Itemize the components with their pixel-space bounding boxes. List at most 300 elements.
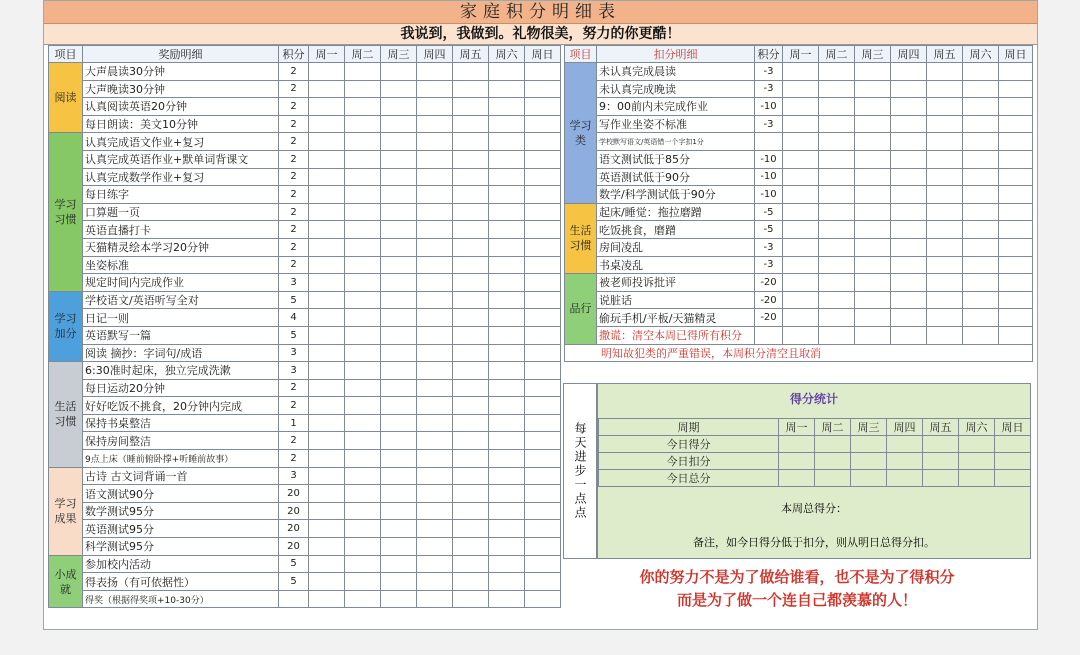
penalty-day-cell[interactable] bbox=[891, 98, 927, 116]
reward-day-cell[interactable] bbox=[309, 379, 345, 397]
penalty-day-cell[interactable] bbox=[819, 63, 855, 81]
reward-day-cell[interactable] bbox=[453, 362, 489, 380]
reward-day-cell[interactable] bbox=[381, 256, 417, 274]
reward-day-cell[interactable] bbox=[525, 432, 561, 450]
penalty-day-cell[interactable] bbox=[819, 98, 855, 116]
reward-day-cell[interactable] bbox=[489, 150, 525, 168]
reward-day-cell[interactable] bbox=[525, 326, 561, 344]
reward-day-cell[interactable] bbox=[525, 520, 561, 538]
reward-day-cell[interactable] bbox=[453, 467, 489, 485]
reward-day-cell[interactable] bbox=[489, 555, 525, 573]
reward-day-cell[interactable] bbox=[417, 397, 453, 415]
penalty-day-cell[interactable] bbox=[783, 115, 819, 133]
penalty-day-cell[interactable] bbox=[783, 309, 819, 327]
reward-day-cell[interactable] bbox=[417, 414, 453, 432]
penalty-day-cell[interactable] bbox=[999, 133, 1033, 151]
reward-day-cell[interactable] bbox=[453, 485, 489, 503]
reward-day-cell[interactable] bbox=[309, 150, 345, 168]
reward-day-cell[interactable] bbox=[417, 238, 453, 256]
reward-day-cell[interactable] bbox=[525, 309, 561, 327]
penalty-day-cell[interactable] bbox=[783, 203, 819, 221]
reward-day-cell[interactable] bbox=[309, 168, 345, 186]
reward-day-cell[interactable] bbox=[417, 115, 453, 133]
reward-day-cell[interactable] bbox=[525, 414, 561, 432]
reward-day-cell[interactable] bbox=[525, 256, 561, 274]
reward-day-cell[interactable] bbox=[345, 432, 381, 450]
reward-day-cell[interactable] bbox=[309, 397, 345, 415]
reward-day-cell[interactable] bbox=[417, 150, 453, 168]
reward-day-cell[interactable] bbox=[489, 309, 525, 327]
penalty-day-cell[interactable] bbox=[819, 291, 855, 309]
reward-day-cell[interactable] bbox=[417, 432, 453, 450]
reward-day-cell[interactable] bbox=[489, 362, 525, 380]
reward-day-cell[interactable] bbox=[309, 186, 345, 204]
penalty-day-cell[interactable] bbox=[963, 326, 999, 344]
penalty-day-cell[interactable] bbox=[855, 115, 891, 133]
reward-day-cell[interactable] bbox=[453, 432, 489, 450]
reward-day-cell[interactable] bbox=[525, 555, 561, 573]
reward-day-cell[interactable] bbox=[345, 520, 381, 538]
penalty-day-cell[interactable] bbox=[891, 63, 927, 81]
reward-day-cell[interactable] bbox=[489, 115, 525, 133]
reward-day-cell[interactable] bbox=[381, 238, 417, 256]
penalty-day-cell[interactable] bbox=[783, 221, 819, 239]
stats-day-cell[interactable] bbox=[851, 470, 887, 487]
reward-day-cell[interactable] bbox=[417, 168, 453, 186]
reward-day-cell[interactable] bbox=[309, 573, 345, 591]
penalty-day-cell[interactable] bbox=[855, 291, 891, 309]
reward-day-cell[interactable] bbox=[525, 467, 561, 485]
reward-day-cell[interactable] bbox=[489, 450, 525, 468]
reward-day-cell[interactable] bbox=[309, 362, 345, 380]
reward-day-cell[interactable] bbox=[489, 520, 525, 538]
reward-day-cell[interactable] bbox=[345, 256, 381, 274]
reward-day-cell[interactable] bbox=[381, 414, 417, 432]
penalty-day-cell[interactable] bbox=[999, 63, 1033, 81]
reward-day-cell[interactable] bbox=[345, 555, 381, 573]
reward-day-cell[interactable] bbox=[417, 274, 453, 292]
penalty-day-cell[interactable] bbox=[927, 203, 963, 221]
reward-day-cell[interactable] bbox=[453, 256, 489, 274]
reward-day-cell[interactable] bbox=[489, 256, 525, 274]
penalty-day-cell[interactable] bbox=[999, 186, 1033, 204]
reward-day-cell[interactable] bbox=[525, 238, 561, 256]
reward-day-cell[interactable] bbox=[309, 432, 345, 450]
penalty-day-cell[interactable] bbox=[963, 203, 999, 221]
reward-day-cell[interactable] bbox=[525, 485, 561, 503]
reward-day-cell[interactable] bbox=[417, 63, 453, 81]
penalty-day-cell[interactable] bbox=[855, 309, 891, 327]
reward-day-cell[interactable] bbox=[309, 309, 345, 327]
penalty-day-cell[interactable] bbox=[963, 256, 999, 274]
reward-day-cell[interactable] bbox=[525, 63, 561, 81]
stats-day-cell[interactable] bbox=[887, 436, 923, 453]
reward-day-cell[interactable] bbox=[345, 309, 381, 327]
penalty-day-cell[interactable] bbox=[927, 274, 963, 292]
reward-day-cell[interactable] bbox=[525, 538, 561, 556]
reward-day-cell[interactable] bbox=[345, 221, 381, 239]
penalty-day-cell[interactable] bbox=[963, 168, 999, 186]
reward-day-cell[interactable] bbox=[417, 80, 453, 98]
penalty-day-cell[interactable] bbox=[783, 63, 819, 81]
reward-day-cell[interactable] bbox=[417, 98, 453, 116]
stats-day-cell[interactable] bbox=[923, 453, 959, 470]
penalty-day-cell[interactable] bbox=[927, 221, 963, 239]
reward-day-cell[interactable] bbox=[525, 362, 561, 380]
penalty-day-cell[interactable] bbox=[891, 291, 927, 309]
penalty-day-cell[interactable] bbox=[855, 168, 891, 186]
penalty-day-cell[interactable] bbox=[927, 168, 963, 186]
penalty-day-cell[interactable] bbox=[999, 150, 1033, 168]
penalty-day-cell[interactable] bbox=[927, 150, 963, 168]
reward-day-cell[interactable] bbox=[525, 150, 561, 168]
reward-day-cell[interactable] bbox=[525, 274, 561, 292]
reward-day-cell[interactable] bbox=[489, 538, 525, 556]
reward-day-cell[interactable] bbox=[453, 502, 489, 520]
reward-day-cell[interactable] bbox=[489, 203, 525, 221]
reward-day-cell[interactable] bbox=[381, 344, 417, 362]
reward-day-cell[interactable] bbox=[309, 203, 345, 221]
reward-day-cell[interactable] bbox=[489, 133, 525, 151]
reward-day-cell[interactable] bbox=[489, 590, 525, 608]
penalty-day-cell[interactable] bbox=[963, 274, 999, 292]
penalty-day-cell[interactable] bbox=[783, 168, 819, 186]
reward-day-cell[interactable] bbox=[381, 63, 417, 81]
penalty-day-cell[interactable] bbox=[927, 133, 963, 151]
reward-day-cell[interactable] bbox=[381, 362, 417, 380]
reward-day-cell[interactable] bbox=[309, 450, 345, 468]
reward-day-cell[interactable] bbox=[489, 274, 525, 292]
reward-day-cell[interactable] bbox=[309, 502, 345, 520]
reward-day-cell[interactable] bbox=[417, 485, 453, 503]
reward-day-cell[interactable] bbox=[453, 274, 489, 292]
penalty-day-cell[interactable] bbox=[819, 274, 855, 292]
penalty-day-cell[interactable] bbox=[999, 203, 1033, 221]
reward-day-cell[interactable] bbox=[417, 326, 453, 344]
reward-day-cell[interactable] bbox=[309, 485, 345, 503]
penalty-day-cell[interactable] bbox=[855, 150, 891, 168]
reward-day-cell[interactable] bbox=[381, 485, 417, 503]
reward-day-cell[interactable] bbox=[417, 133, 453, 151]
reward-day-cell[interactable] bbox=[489, 379, 525, 397]
reward-day-cell[interactable] bbox=[309, 467, 345, 485]
penalty-day-cell[interactable] bbox=[999, 98, 1033, 116]
reward-day-cell[interactable] bbox=[453, 344, 489, 362]
reward-day-cell[interactable] bbox=[309, 133, 345, 151]
penalty-day-cell[interactable] bbox=[927, 238, 963, 256]
stats-day-cell[interactable] bbox=[887, 470, 923, 487]
reward-day-cell[interactable] bbox=[345, 362, 381, 380]
penalty-day-cell[interactable] bbox=[783, 326, 819, 344]
reward-day-cell[interactable] bbox=[525, 80, 561, 98]
reward-day-cell[interactable] bbox=[417, 450, 453, 468]
reward-day-cell[interactable] bbox=[345, 291, 381, 309]
reward-day-cell[interactable] bbox=[525, 291, 561, 309]
reward-day-cell[interactable] bbox=[525, 203, 561, 221]
reward-day-cell[interactable] bbox=[417, 555, 453, 573]
reward-day-cell[interactable] bbox=[309, 63, 345, 81]
reward-day-cell[interactable] bbox=[453, 186, 489, 204]
reward-day-cell[interactable] bbox=[345, 590, 381, 608]
reward-day-cell[interactable] bbox=[453, 538, 489, 556]
penalty-day-cell[interactable] bbox=[963, 80, 999, 98]
reward-day-cell[interactable] bbox=[453, 133, 489, 151]
penalty-day-cell[interactable] bbox=[819, 221, 855, 239]
stats-day-cell[interactable] bbox=[959, 470, 995, 487]
stats-day-cell[interactable] bbox=[851, 436, 887, 453]
reward-day-cell[interactable] bbox=[453, 590, 489, 608]
reward-day-cell[interactable] bbox=[345, 186, 381, 204]
penalty-day-cell[interactable] bbox=[999, 80, 1033, 98]
penalty-day-cell[interactable] bbox=[855, 186, 891, 204]
reward-day-cell[interactable] bbox=[309, 538, 345, 556]
reward-day-cell[interactable] bbox=[525, 397, 561, 415]
reward-day-cell[interactable] bbox=[381, 309, 417, 327]
reward-day-cell[interactable] bbox=[309, 590, 345, 608]
stats-day-cell[interactable] bbox=[815, 453, 851, 470]
reward-day-cell[interactable] bbox=[489, 80, 525, 98]
reward-day-cell[interactable] bbox=[453, 555, 489, 573]
reward-day-cell[interactable] bbox=[345, 502, 381, 520]
reward-day-cell[interactable] bbox=[489, 485, 525, 503]
reward-day-cell[interactable] bbox=[453, 326, 489, 344]
reward-day-cell[interactable] bbox=[453, 450, 489, 468]
penalty-day-cell[interactable] bbox=[819, 238, 855, 256]
reward-day-cell[interactable] bbox=[417, 590, 453, 608]
penalty-day-cell[interactable] bbox=[963, 291, 999, 309]
reward-day-cell[interactable] bbox=[309, 414, 345, 432]
reward-day-cell[interactable] bbox=[309, 221, 345, 239]
reward-day-cell[interactable] bbox=[417, 186, 453, 204]
reward-day-cell[interactable] bbox=[489, 326, 525, 344]
penalty-day-cell[interactable] bbox=[999, 274, 1033, 292]
penalty-day-cell[interactable] bbox=[855, 256, 891, 274]
penalty-day-cell[interactable] bbox=[963, 63, 999, 81]
reward-day-cell[interactable] bbox=[417, 379, 453, 397]
reward-day-cell[interactable] bbox=[525, 221, 561, 239]
penalty-day-cell[interactable] bbox=[891, 186, 927, 204]
penalty-day-cell[interactable] bbox=[855, 203, 891, 221]
reward-day-cell[interactable] bbox=[345, 538, 381, 556]
penalty-day-cell[interactable] bbox=[999, 168, 1033, 186]
penalty-day-cell[interactable] bbox=[927, 291, 963, 309]
reward-day-cell[interactable] bbox=[417, 221, 453, 239]
reward-day-cell[interactable] bbox=[417, 203, 453, 221]
reward-day-cell[interactable] bbox=[345, 379, 381, 397]
stats-day-cell[interactable] bbox=[923, 470, 959, 487]
penalty-day-cell[interactable] bbox=[783, 150, 819, 168]
penalty-day-cell[interactable] bbox=[927, 326, 963, 344]
reward-day-cell[interactable] bbox=[381, 98, 417, 116]
stats-day-cell[interactable] bbox=[959, 436, 995, 453]
penalty-day-cell[interactable] bbox=[999, 326, 1033, 344]
stats-day-cell[interactable] bbox=[779, 470, 815, 487]
penalty-day-cell[interactable] bbox=[963, 115, 999, 133]
penalty-day-cell[interactable] bbox=[783, 80, 819, 98]
reward-day-cell[interactable] bbox=[345, 274, 381, 292]
reward-day-cell[interactable] bbox=[345, 115, 381, 133]
reward-day-cell[interactable] bbox=[345, 80, 381, 98]
stats-day-cell[interactable] bbox=[959, 453, 995, 470]
reward-day-cell[interactable] bbox=[489, 98, 525, 116]
reward-day-cell[interactable] bbox=[525, 573, 561, 591]
penalty-day-cell[interactable] bbox=[855, 326, 891, 344]
penalty-day-cell[interactable] bbox=[855, 63, 891, 81]
reward-day-cell[interactable] bbox=[417, 309, 453, 327]
reward-day-cell[interactable] bbox=[381, 150, 417, 168]
penalty-day-cell[interactable] bbox=[819, 150, 855, 168]
penalty-day-cell[interactable] bbox=[927, 80, 963, 98]
reward-day-cell[interactable] bbox=[345, 203, 381, 221]
penalty-day-cell[interactable] bbox=[999, 256, 1033, 274]
penalty-day-cell[interactable] bbox=[891, 238, 927, 256]
penalty-day-cell[interactable] bbox=[999, 291, 1033, 309]
reward-day-cell[interactable] bbox=[453, 221, 489, 239]
reward-day-cell[interactable] bbox=[345, 344, 381, 362]
penalty-day-cell[interactable] bbox=[927, 309, 963, 327]
reward-day-cell[interactable] bbox=[453, 98, 489, 116]
penalty-day-cell[interactable] bbox=[819, 203, 855, 221]
penalty-day-cell[interactable] bbox=[891, 221, 927, 239]
penalty-day-cell[interactable] bbox=[891, 309, 927, 327]
penalty-day-cell[interactable] bbox=[855, 80, 891, 98]
reward-day-cell[interactable] bbox=[489, 397, 525, 415]
stats-day-cell[interactable] bbox=[923, 436, 959, 453]
reward-day-cell[interactable] bbox=[489, 414, 525, 432]
stats-day-cell[interactable] bbox=[815, 470, 851, 487]
penalty-day-cell[interactable] bbox=[963, 150, 999, 168]
penalty-day-cell[interactable] bbox=[855, 221, 891, 239]
reward-day-cell[interactable] bbox=[345, 238, 381, 256]
reward-day-cell[interactable] bbox=[381, 467, 417, 485]
reward-day-cell[interactable] bbox=[345, 467, 381, 485]
reward-day-cell[interactable] bbox=[381, 520, 417, 538]
reward-day-cell[interactable] bbox=[345, 133, 381, 151]
penalty-day-cell[interactable] bbox=[963, 98, 999, 116]
reward-day-cell[interactable] bbox=[489, 502, 525, 520]
reward-day-cell[interactable] bbox=[309, 274, 345, 292]
reward-day-cell[interactable] bbox=[453, 168, 489, 186]
penalty-day-cell[interactable] bbox=[927, 63, 963, 81]
reward-day-cell[interactable] bbox=[453, 150, 489, 168]
reward-day-cell[interactable] bbox=[417, 520, 453, 538]
penalty-day-cell[interactable] bbox=[999, 309, 1033, 327]
penalty-day-cell[interactable] bbox=[855, 238, 891, 256]
reward-day-cell[interactable] bbox=[417, 502, 453, 520]
reward-day-cell[interactable] bbox=[525, 168, 561, 186]
penalty-day-cell[interactable] bbox=[783, 238, 819, 256]
reward-day-cell[interactable] bbox=[453, 80, 489, 98]
reward-day-cell[interactable] bbox=[417, 467, 453, 485]
reward-day-cell[interactable] bbox=[309, 520, 345, 538]
reward-day-cell[interactable] bbox=[345, 450, 381, 468]
penalty-day-cell[interactable] bbox=[819, 186, 855, 204]
reward-day-cell[interactable] bbox=[309, 238, 345, 256]
penalty-day-cell[interactable] bbox=[999, 238, 1033, 256]
penalty-day-cell[interactable] bbox=[963, 186, 999, 204]
penalty-day-cell[interactable] bbox=[927, 186, 963, 204]
reward-day-cell[interactable] bbox=[309, 98, 345, 116]
penalty-day-cell[interactable] bbox=[891, 256, 927, 274]
penalty-day-cell[interactable] bbox=[783, 274, 819, 292]
reward-day-cell[interactable] bbox=[345, 150, 381, 168]
stats-day-cell[interactable] bbox=[887, 453, 923, 470]
stats-day-cell[interactable] bbox=[995, 453, 1031, 470]
penalty-day-cell[interactable] bbox=[855, 274, 891, 292]
reward-day-cell[interactable] bbox=[525, 98, 561, 116]
reward-day-cell[interactable] bbox=[453, 203, 489, 221]
penalty-day-cell[interactable] bbox=[891, 133, 927, 151]
reward-day-cell[interactable] bbox=[309, 256, 345, 274]
reward-day-cell[interactable] bbox=[381, 397, 417, 415]
reward-day-cell[interactable] bbox=[381, 274, 417, 292]
reward-day-cell[interactable] bbox=[381, 221, 417, 239]
reward-day-cell[interactable] bbox=[453, 63, 489, 81]
reward-day-cell[interactable] bbox=[453, 238, 489, 256]
reward-day-cell[interactable] bbox=[381, 133, 417, 151]
penalty-day-cell[interactable] bbox=[963, 133, 999, 151]
penalty-day-cell[interactable] bbox=[891, 168, 927, 186]
reward-day-cell[interactable] bbox=[381, 502, 417, 520]
reward-day-cell[interactable] bbox=[417, 344, 453, 362]
penalty-day-cell[interactable] bbox=[891, 115, 927, 133]
reward-day-cell[interactable] bbox=[489, 221, 525, 239]
reward-day-cell[interactable] bbox=[525, 379, 561, 397]
reward-day-cell[interactable] bbox=[345, 63, 381, 81]
reward-day-cell[interactable] bbox=[381, 203, 417, 221]
reward-day-cell[interactable] bbox=[525, 502, 561, 520]
reward-day-cell[interactable] bbox=[345, 414, 381, 432]
reward-day-cell[interactable] bbox=[453, 520, 489, 538]
stats-day-cell[interactable] bbox=[779, 453, 815, 470]
penalty-day-cell[interactable] bbox=[783, 256, 819, 274]
reward-day-cell[interactable] bbox=[381, 590, 417, 608]
penalty-day-cell[interactable] bbox=[891, 203, 927, 221]
reward-day-cell[interactable] bbox=[345, 485, 381, 503]
reward-day-cell[interactable] bbox=[381, 450, 417, 468]
reward-day-cell[interactable] bbox=[381, 115, 417, 133]
reward-day-cell[interactable] bbox=[453, 379, 489, 397]
penalty-day-cell[interactable] bbox=[819, 133, 855, 151]
reward-day-cell[interactable] bbox=[381, 80, 417, 98]
penalty-day-cell[interactable] bbox=[891, 80, 927, 98]
penalty-day-cell[interactable] bbox=[819, 115, 855, 133]
reward-day-cell[interactable] bbox=[345, 168, 381, 186]
reward-day-cell[interactable] bbox=[525, 590, 561, 608]
stats-day-cell[interactable] bbox=[851, 453, 887, 470]
reward-day-cell[interactable] bbox=[417, 538, 453, 556]
penalty-day-cell[interactable] bbox=[819, 326, 855, 344]
stats-day-cell[interactable] bbox=[815, 436, 851, 453]
penalty-day-cell[interactable] bbox=[891, 150, 927, 168]
penalty-day-cell[interactable] bbox=[927, 256, 963, 274]
penalty-day-cell[interactable] bbox=[927, 98, 963, 116]
reward-day-cell[interactable] bbox=[345, 326, 381, 344]
reward-day-cell[interactable] bbox=[309, 291, 345, 309]
reward-day-cell[interactable] bbox=[381, 326, 417, 344]
stats-day-cell[interactable] bbox=[995, 470, 1031, 487]
penalty-day-cell[interactable] bbox=[783, 291, 819, 309]
penalty-day-cell[interactable] bbox=[819, 168, 855, 186]
reward-day-cell[interactable] bbox=[345, 573, 381, 591]
reward-day-cell[interactable] bbox=[381, 538, 417, 556]
reward-day-cell[interactable] bbox=[489, 63, 525, 81]
reward-day-cell[interactable] bbox=[453, 291, 489, 309]
reward-day-cell[interactable] bbox=[525, 450, 561, 468]
reward-day-cell[interactable] bbox=[417, 573, 453, 591]
penalty-day-cell[interactable] bbox=[963, 238, 999, 256]
reward-day-cell[interactable] bbox=[381, 291, 417, 309]
